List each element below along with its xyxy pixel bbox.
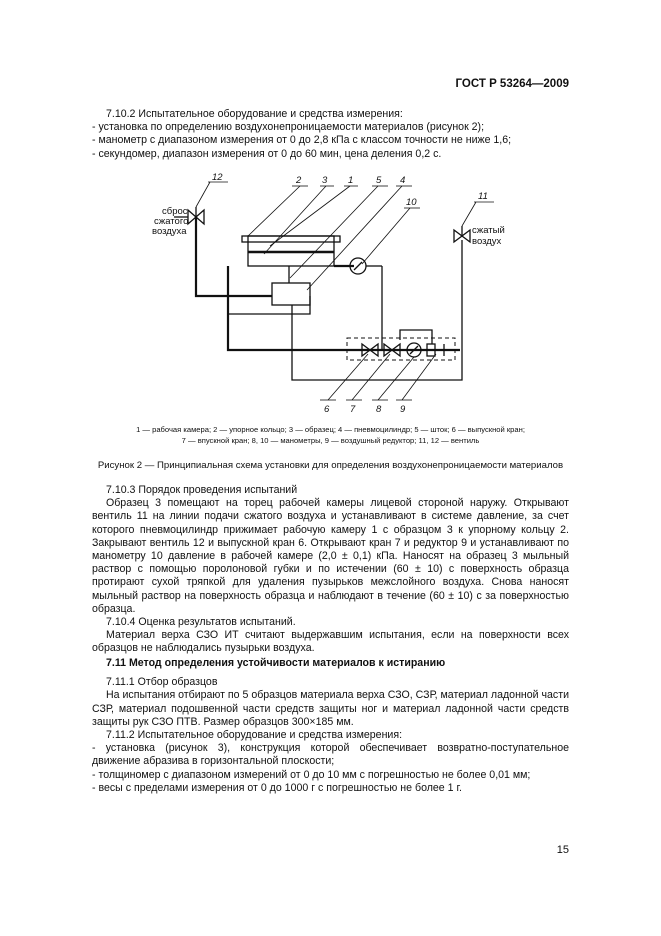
figure-caption: Рисунок 2 — Принципиальная схема установки для определения воздухонепроницаемости материалов xyxy=(97,460,564,471)
page-number: 15 xyxy=(556,844,569,856)
list-item: - толщиномер с диапазоном измерений от 0 до 10 мм с погрешностью не более 0,01 мм; xyxy=(92,768,531,781)
label-9: 9 xyxy=(400,404,406,415)
label-2: 2 xyxy=(296,175,302,186)
list-item: - весы с пределами измерения от 0 до 1000 г с погрешностью не более 1 г. xyxy=(92,781,462,794)
section-7-11 xyxy=(92,657,569,795)
label-3: 3 xyxy=(322,175,328,186)
label-5: 5 xyxy=(376,175,382,186)
section-title: 7.10.4 Оценка результатов испытаний. xyxy=(106,616,296,629)
section-heading: 7.11 Метод определения устойчивости материалов к истиранию xyxy=(106,657,446,669)
inlet-label: сжатый xyxy=(472,225,505,236)
list-item: - секундомер, диапазон измерения от 0 до 60 мин, цена деления 0,2 с. xyxy=(92,147,442,160)
label-7: 7 xyxy=(350,404,356,415)
pneumatic-cylinder xyxy=(272,283,310,305)
valve-11-icon xyxy=(454,230,462,242)
paragraph: Образец 3 помещают на торец рабочей камеры лицевой стороной наружу. Открывают вентиль 11 на линии подачи сжатого воздуха и устанавливают в системе давление, за счет которого пневмоцилиндр прижимает рабочую камеру 1 с образцом 3 к упорному кольцу 2. Закрывают вентиль 12 и выпускной кран 6. Открывают кран 7 и редуктор 9 и устанавливают по манометру 10 давление в рабочей камере (2,0 ± 0,1) кПа. Наносят на образец 3 мыльный раствор с помощью поролоновой губки и по истечении (60 ± 10) с поверхность образца протирают сухой тряпкой для удаления пузырьков межслойного воздуха. Снова наносят мыльный раствор на поверхность образца и наблюдают в течение (60 ± 10) с за поверхностью образца. xyxy=(92,497,569,615)
section-7-10-3 xyxy=(92,484,569,656)
label-10: 10 xyxy=(406,197,417,208)
figure-legend xyxy=(92,424,569,446)
label-6: 6 xyxy=(324,404,330,415)
section-7-10-2 xyxy=(92,108,569,161)
standard-header: ГОСТ Р 53264—2009 xyxy=(455,78,569,90)
valve-12-icon xyxy=(188,210,196,224)
list-item: - манометр с диапазоном измерения от 0 до 2,8 кПа с классом точности не ниже 1,6; xyxy=(92,134,512,147)
section-title: 7.10.3 Порядок проведения испытаний xyxy=(106,484,298,496)
list-item: - установка по определению воздухонепроницаемости материалов (рисунок 2); xyxy=(92,121,485,134)
release-label: сброс xyxy=(162,206,188,217)
release-label: сжатого xyxy=(154,216,189,227)
label-12: 12 xyxy=(212,172,223,183)
section-title: 7.11.2 Испытательное оборудование и средства измерения: xyxy=(106,729,403,742)
label-4: 4 xyxy=(400,175,406,186)
label-1: 1 xyxy=(348,175,354,186)
release-label: воздуха xyxy=(152,226,187,237)
label-8: 8 xyxy=(376,404,382,415)
label-11: 11 xyxy=(478,191,488,202)
paragraph: Материал верха СЗО ИТ считают выдержавшим испытания, если на поверхности всех образцов не наблюдались пузырьки воздуха. xyxy=(92,629,569,655)
section-title: 7.11.1 Отбор образцов xyxy=(106,676,218,689)
inlet-label: воздух xyxy=(472,236,502,247)
paragraph: На испытания отбирают по 5 образцов материала верха СЗО, СЗР, материал ладонной части СЗР, материал подошвенной части средств защиты ног и материал ладонной части средств защиты рук СЗО ПТВ. Размер образцов 300×185 мм. xyxy=(92,689,569,728)
legend-line: 7 — впускной кран; 8, 10 — манометры, 9 — воздушный редуктор; 11, 12 — вентиль xyxy=(181,436,480,445)
list-item: - установка (рисунок 3), конструкция которой обеспечивает возвратно-поступательное движение абразива в горизонтальной плоскости; xyxy=(92,742,569,768)
legend-line: 1 — рабочая камера; 2 — упорное кольцо; 3 — образец; 4 — пневмоцилиндр; 5 — шток; 6 — выпускной кран; xyxy=(136,425,525,434)
figure-2-diagram xyxy=(92,170,569,420)
section-title: 7.10.2 Испытательное оборудование и средства измерения: xyxy=(106,108,403,120)
